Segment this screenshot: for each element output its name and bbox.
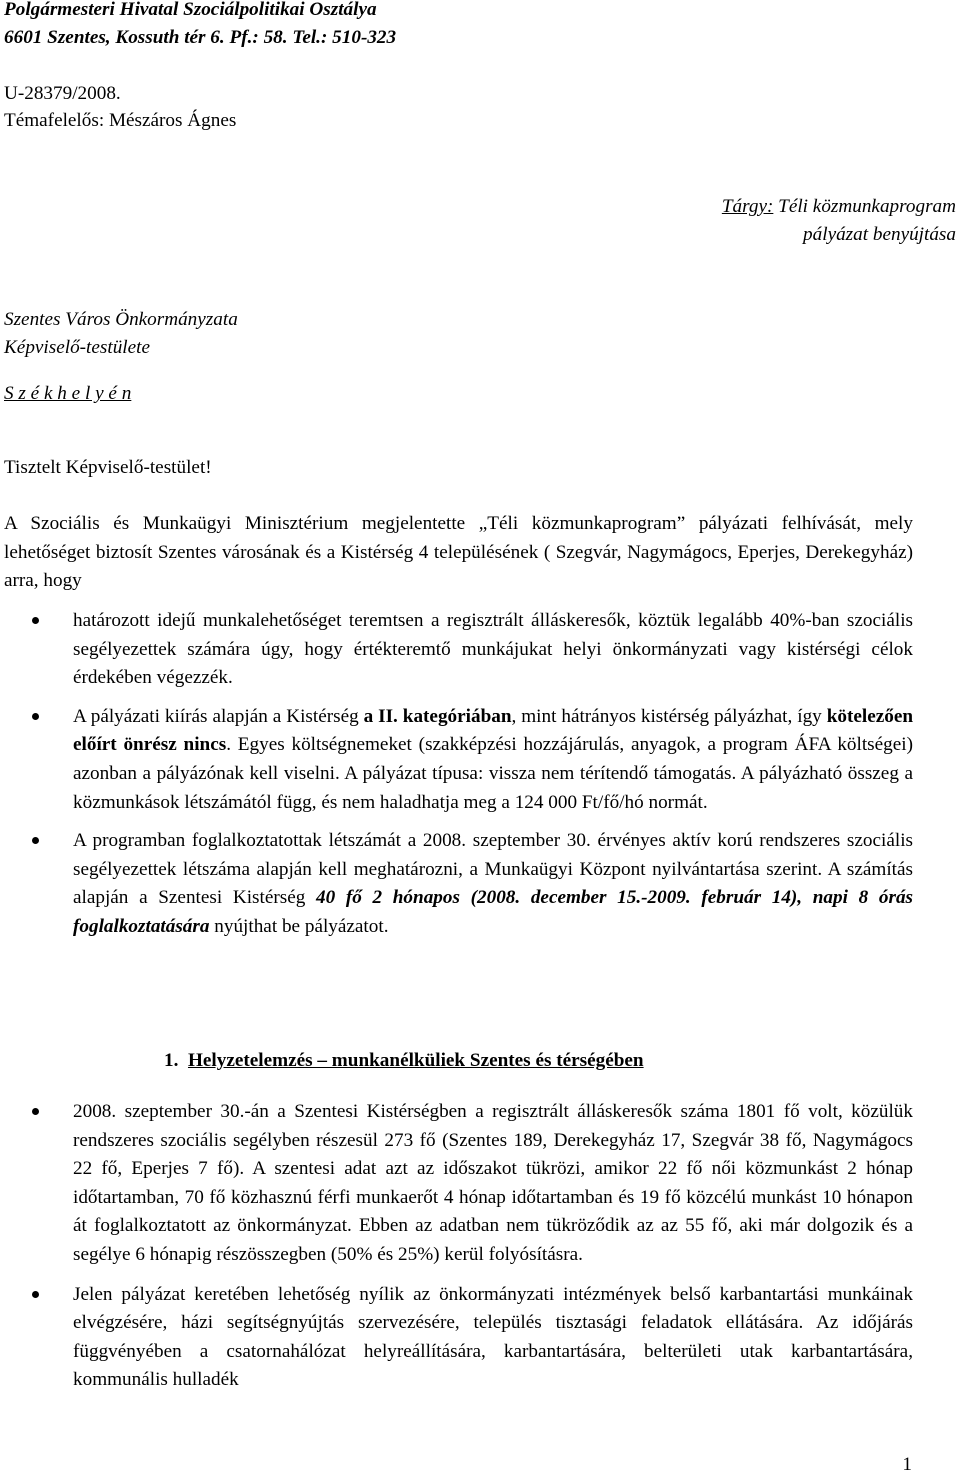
subject-line2: pályázat benyújtása: [803, 224, 956, 245]
intro-paragraph: A Szociális és Munkaügyi Minisztérium megjelentette „Téli közmunkaprogram” pályázati felhívását, mely lehetőséget biztosít Szentes városának és a Kistérség 4 településének ( Szegvár, Nagymágocs, Eperjes, Derekegyház) arra, hogy: [4, 513, 913, 592]
emphasis-text: a II. kategóriában: [363, 705, 512, 727]
org-name: Polgármesteri Hivatal Szociálpolitikai Osztálya: [4, 0, 377, 20]
list-item: [0, 703, 913, 817]
list-item: [0, 607, 913, 693]
list-item: [0, 827, 913, 941]
reference-number: U-28379/2008.: [4, 83, 121, 104]
bullet-text: A pályázati kiírás alapján a Kistérség: [73, 705, 364, 727]
list-item: [0, 1281, 913, 1395]
subject-line1: [722, 193, 956, 222]
bullet-text: Jelen pályázat keretében lehetőség nyílik az önkormányzati intézmények belső karbantartási munkáinak elvégzésére, házi segítségnyújtás szervezésére, település tisztasági feladatok ellátására. Az időjárás függvényében a csatornahálózat helyreállítására, karbantartására, belterületi utak karbantartására, kommunális hulladék: [73, 1283, 913, 1391]
addressee-line1: Szentes Város Önkormányzata: [4, 309, 238, 330]
bullet-text: határozott idejű munkalehetőséget teremtsen a regisztrált álláskeresők, köztük legalább 40%-ban szociális segélyezettek számára úgy, hogy értékteremtő munkájukat helyi önkormányzati vagy kistérségi célok érdekében végezzék.: [73, 610, 913, 689]
bullet-text: , mint hátrányos kistérség pályázhat, így: [511, 705, 827, 727]
org-address: 6601 Szentes, Kossuth tér 6. Pf.: 58. Tel.: 510-323: [4, 27, 397, 48]
bullet-list-1: [0, 607, 913, 942]
section-title: Helyzetelemzés – munkanélküliek Szentes és térségében: [187, 1050, 644, 1071]
list-item: [0, 1098, 913, 1270]
emphasis-text: kötelezően előírt önrész nincs: [73, 705, 914, 756]
page-number: 1: [902, 1454, 912, 1475]
bullet-text: A programban foglalkoztatottak létszámát a 2008. szeptember 30. érvényes aktív korú rendszeres szociális segélyezettek létszáma alapján kell meghatározni, a Munkaügyi Központ nyilvántartása szerint. A számítás alapján a Szentesi Kistérség: [73, 830, 913, 909]
salutation: Tisztelt Képviselő-testület!: [4, 457, 212, 478]
section-number: 1.: [164, 1050, 179, 1071]
emphasis-text: 40 fő 2 hónapos (2008. december 15.-2009. február 14), napi 8 órás foglalkoztatására: [73, 887, 913, 937]
section-heading: [164, 1047, 644, 1076]
subject-label: Tárgy:: [721, 196, 774, 217]
case-handler: Témafelelős: Mészáros Ágnes: [4, 110, 237, 131]
addressee-line2: Képviselő-testülete: [4, 337, 150, 358]
bullet-text: nyújthat be pályázatot.: [209, 915, 389, 937]
bullet-text: . Egyes költségnemeket (szakképzési hozzájárulás, anyagok, a program ÁFA költségei) azonban a pályázónak kell viselni. A pályázat típusa: vissza nem térítendő támogatás. A pályázható összeg a közmunkások létszámától függ, és nem haladhatja meg a 124 000 Ft/fő/hó normát.: [73, 734, 913, 813]
addressee-line3: S z é k h e l y é n: [4, 383, 132, 404]
bullet-text: 2008. szeptember 30.-án a Szentesi Kistérségben a regisztrált álláskeresők száma 1801 fő volt, közülük rendszeres szociális segélyben részesül 273 fő (Szentes 189, Derekegyház 17, Szegvár 38 fő, Nagymágocs 22 fő, Eperjes 7 fő). A szentesi adat azt az időszakot tükrözi, amikor 22 fő női közmunkást 2 hónap időtartamban, 70 fő közhasznú férfi munkaerőt 4 hónap időtartamban és 19 fő közcélú munkást 10 hónapon át foglalkoztatott az önkormányzat. Ebben az adatban nem tükröződik az az 55 fő, aki már dolgozik és a segélye 6 hónapig részösszegben (50% és 25%) kerül folyósításra.: [73, 1101, 913, 1265]
bullet-list-2: [0, 1098, 913, 1395]
subject-title: Téli közmunkaprogram: [773, 196, 956, 217]
